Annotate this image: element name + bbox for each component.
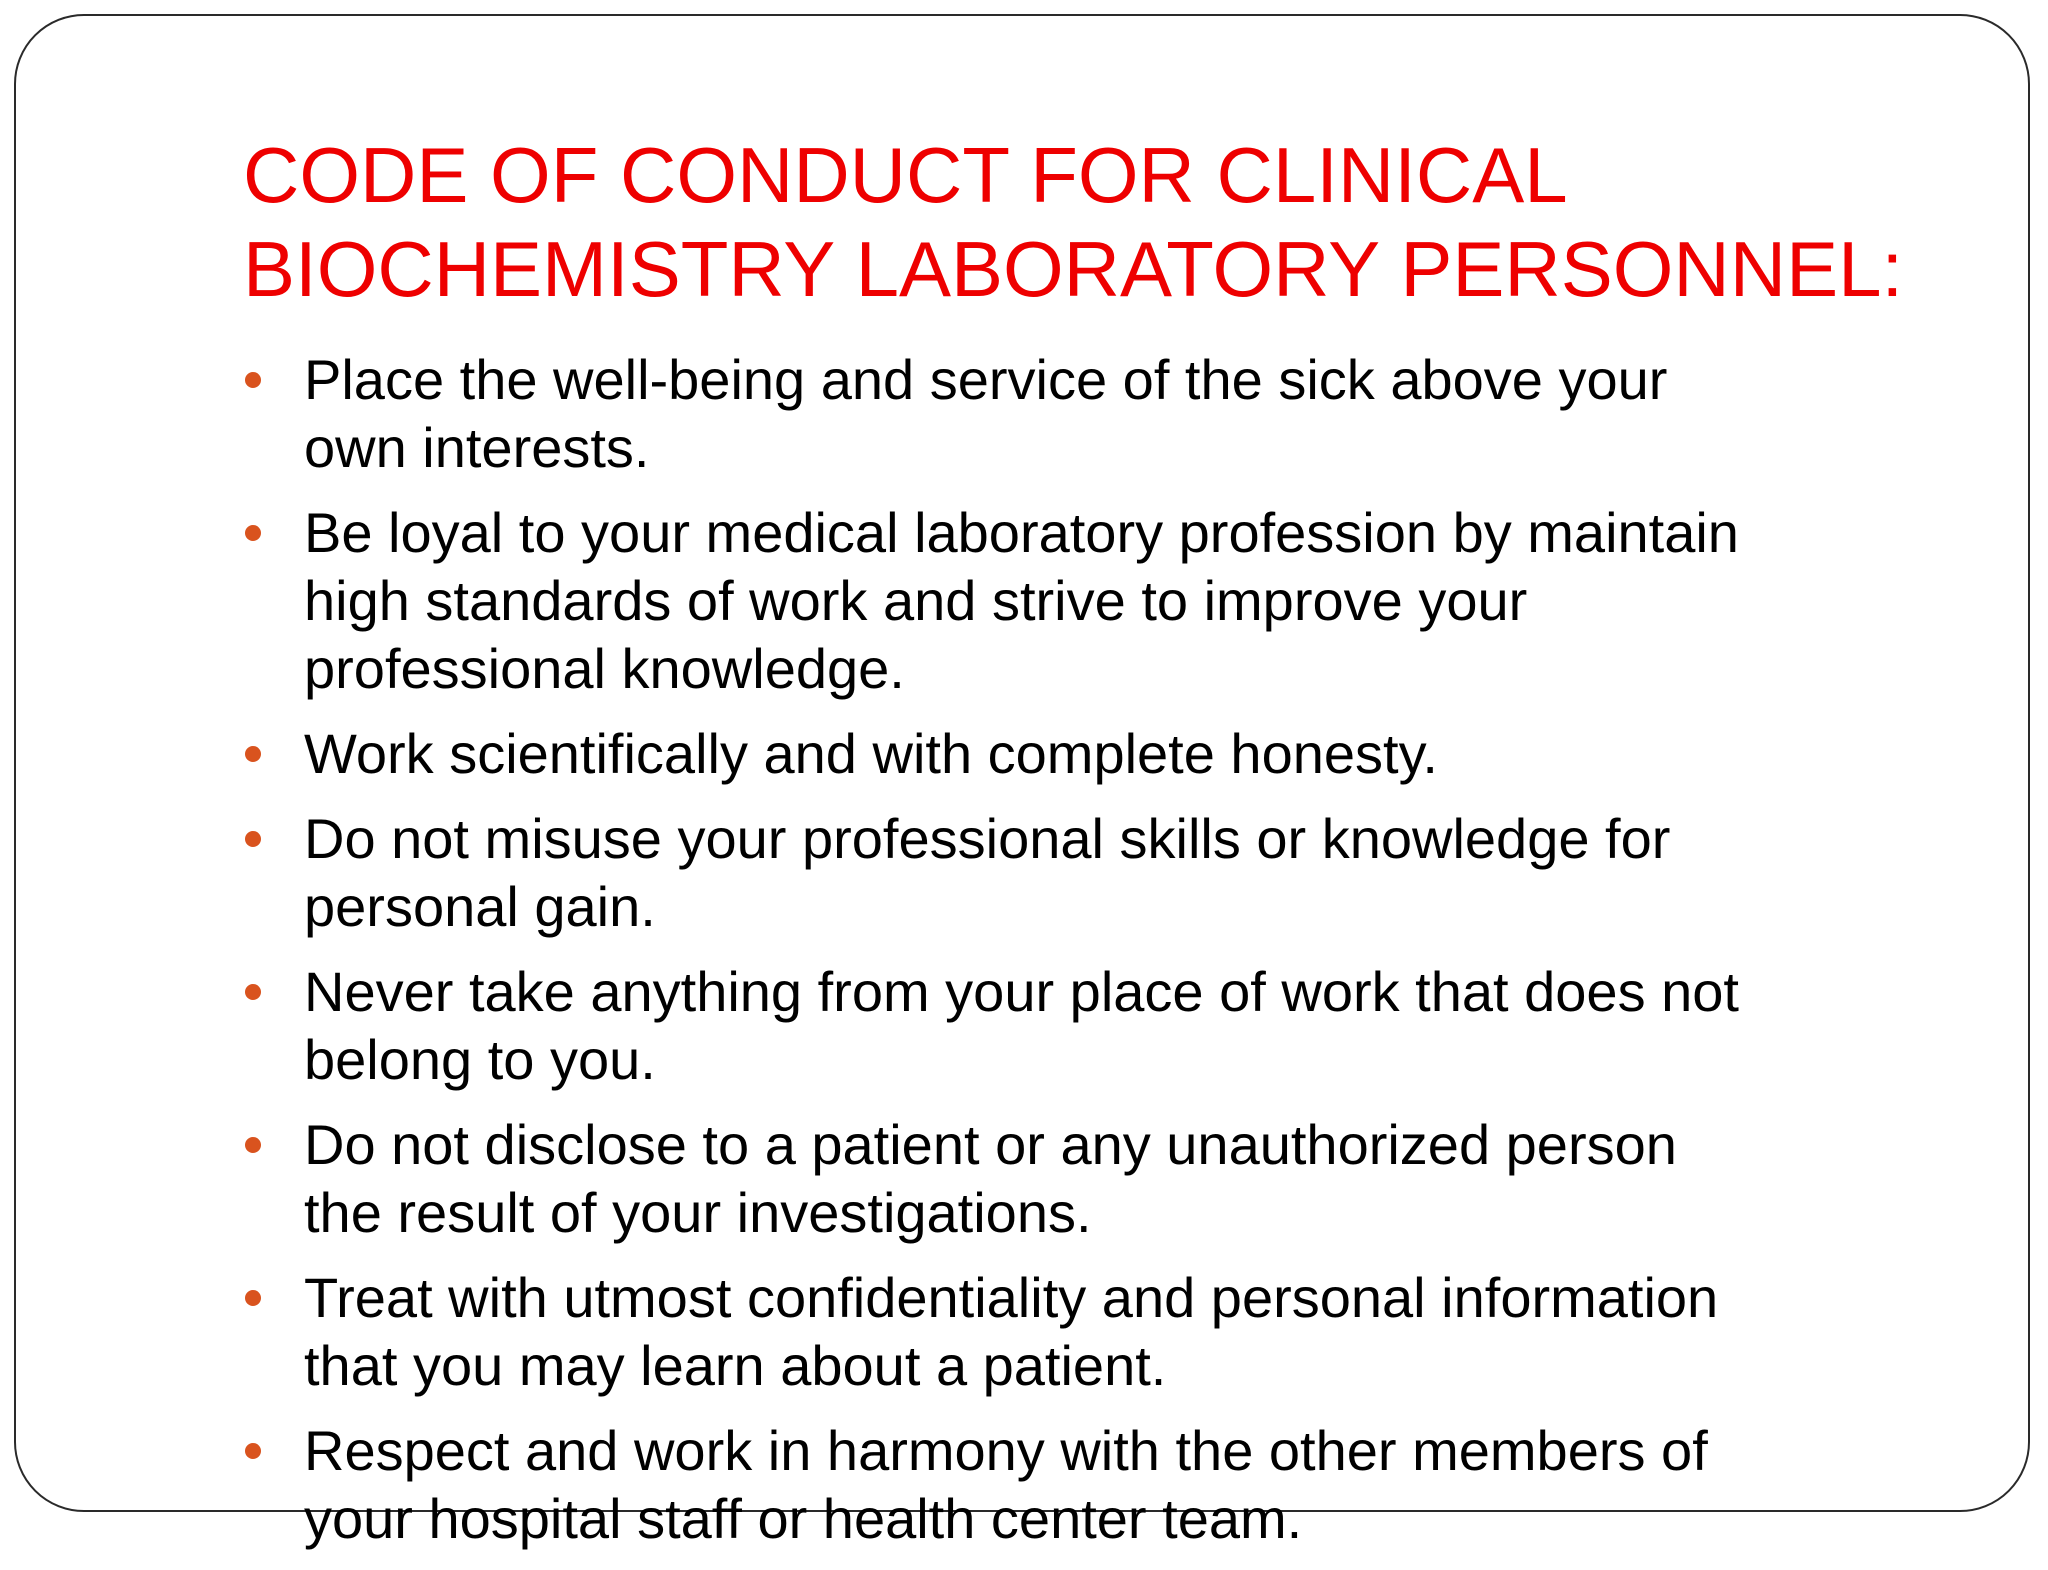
bullet-icon: [245, 746, 261, 762]
bullet-line: Do not disclose to a patient or any unauthorized person: [304, 1113, 1677, 1176]
bullet-line: own interests.: [304, 416, 650, 479]
bullet-line: Treat with utmost confidentiality and personal information: [304, 1266, 1719, 1329]
bullet-icon: [245, 984, 261, 1000]
bullet-item-2: [243, 499, 1943, 703]
bullet-icon: [245, 831, 261, 847]
bullet-line: the result of your investigations.: [304, 1181, 1092, 1244]
bullet-line: your hospital staff or health center team.: [304, 1487, 1303, 1550]
title-line-1: CODE OF CONDUCT FOR CLINICAL: [243, 131, 1568, 219]
bullet-list: [243, 346, 1943, 1570]
bullet-line: professional knowledge.: [304, 637, 905, 700]
bullet-line: Place the well-being and service of the sick above your: [304, 348, 1668, 411]
bullet-line: Do not misuse your professional skills or knowledge for: [304, 807, 1671, 870]
bullet-item-5: [243, 958, 1943, 1094]
bullet-line: high standards of work and strive to improve your: [304, 569, 1528, 632]
bullet-line: Never take anything from your place of work that does not: [304, 960, 1739, 1023]
bullet-line: belong to you.: [304, 1028, 656, 1091]
bullet-item-8: [243, 1417, 1943, 1553]
bullet-icon: [245, 372, 261, 388]
bullet-icon: [245, 1290, 261, 1306]
bullet-item-1: [243, 346, 1943, 482]
slide-title: [243, 128, 2003, 316]
bullet-line: Work scientifically and with complete honesty.: [304, 722, 1438, 785]
bullet-line: personal gain.: [304, 875, 656, 938]
bullet-item-3: [243, 720, 1943, 788]
bullet-line: Be loyal to your medical laboratory profession by maintain: [304, 501, 1739, 564]
bullet-item-7: [243, 1264, 1943, 1400]
slide-frame: [14, 14, 2030, 1550]
bullet-line: that you may learn about a patient.: [304, 1334, 1167, 1397]
bullet-icon: [245, 1137, 261, 1153]
bullet-icon: [245, 1443, 261, 1459]
bullet-item-4: [243, 805, 1943, 941]
title-line-2: BIOCHEMISTRY LABORATORY PERSONNEL:: [243, 225, 1904, 313]
bullet-item-6: [243, 1111, 1943, 1247]
bullet-icon: [245, 525, 261, 541]
bullet-line: Respect and work in harmony with the other members of: [304, 1419, 1708, 1482]
